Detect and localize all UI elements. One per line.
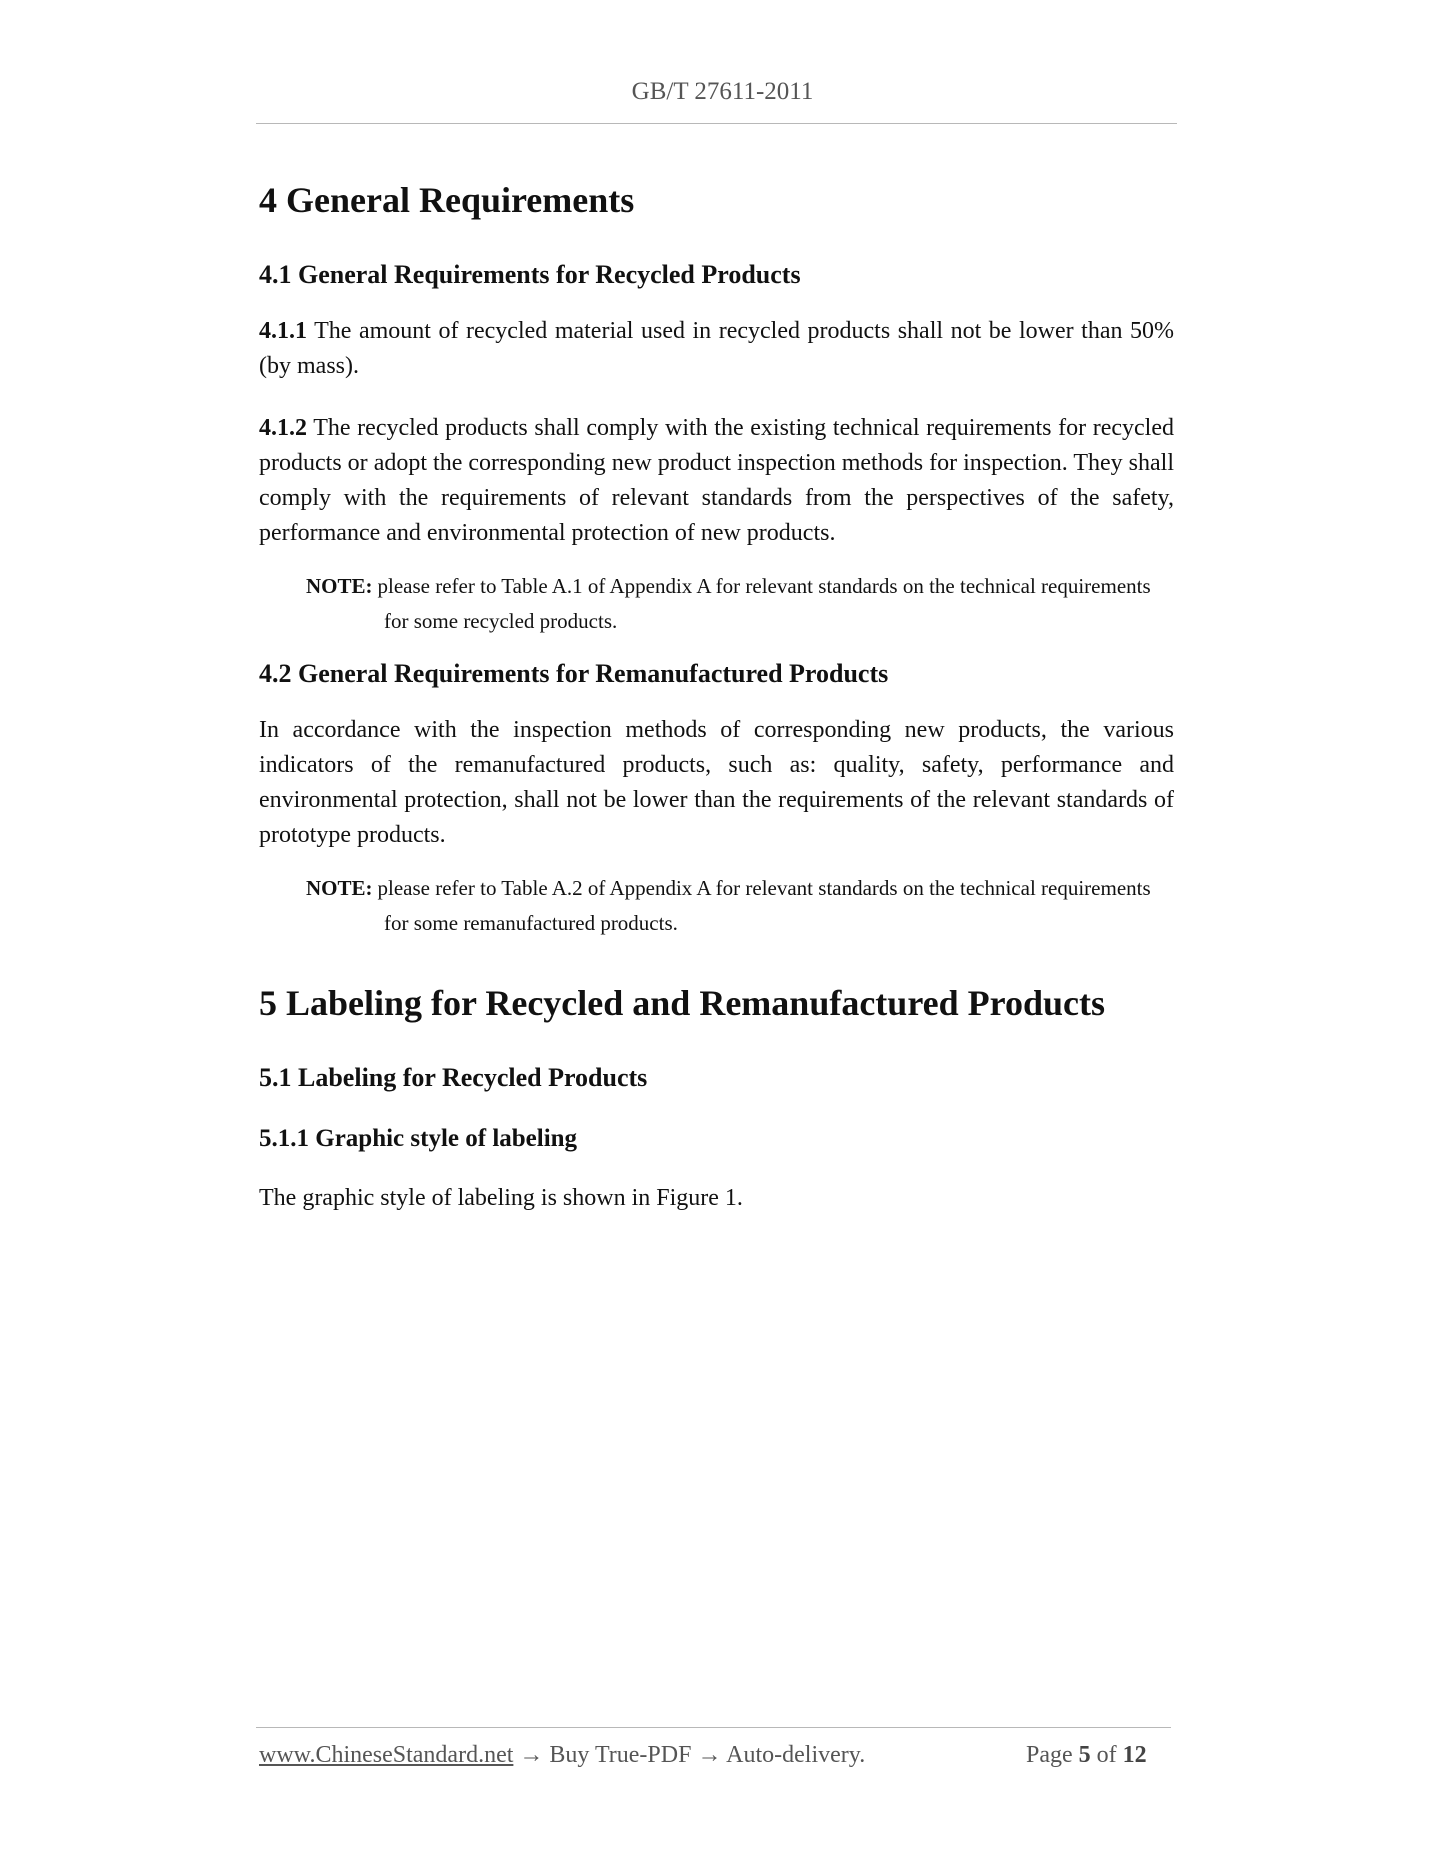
of-word: of (1096, 1742, 1117, 1768)
section-5-1-title: 5.1 Labeling for Recycled Products (259, 1063, 648, 1092)
note-2-label: NOTE: (306, 876, 373, 900)
note-1-text (378, 569, 1174, 604)
footer-promo (259, 1742, 865, 1769)
arrow-right-icon: → (691, 1742, 727, 1768)
clause-4-1-2 (259, 411, 1174, 551)
header-divider (256, 123, 1177, 124)
note-1 (259, 569, 1174, 604)
page-content (259, 180, 1174, 1216)
website-link[interactable]: www.ChineseStandard.net (259, 1742, 514, 1768)
section-4-title: 4 General Requirements (259, 180, 635, 220)
clause-4-1-1 (259, 314, 1174, 384)
footer-divider (256, 1727, 1171, 1728)
auto-delivery-text: Auto-delivery. (726, 1742, 866, 1768)
note-2 (259, 871, 1174, 906)
clause-4-1-2-text: The recycled products shall comply with the existing technical requirements for recycled products or adopt the corresponding new product inspection methods for inspection. They shall comply with the requirements of relevant standards from the perspectives of the safety, performance and environmental protection of new products. (259, 415, 1174, 546)
clause-4-1-1-number: 4.1.1 (259, 318, 307, 344)
note-2-text (378, 871, 1174, 906)
section-4-2-text: In accordance with the inspection methods of corresponding new products, the various indicators of the remanufactured products, such as: quality, safety, performance and environmental protection, shall not be lower than the requirements of the relevant standards of prototype products. (259, 717, 1174, 848)
section-4-2-title: 4.2 General Requirements for Remanufactured Products (259, 659, 889, 688)
section-5-1-1-title: 5.1.1 Graphic style of labeling (259, 1125, 578, 1152)
section-4-1-title: 4.1 General Requirements for Recycled Products (259, 260, 801, 289)
note-1-label: NOTE: (306, 574, 373, 598)
note-1-line-1: please refer to Table A.1 of Appendix A for relevant standards on the technical requirements (377, 574, 1151, 598)
buy-pdf-text: Buy True-PDF (549, 1742, 692, 1768)
note-2-line-1: please refer to Table A.2 of Appendix A for relevant standards on the technical requirements (377, 876, 1151, 900)
clause-4-1-2-number: 4.1.2 (259, 415, 307, 441)
current-page: 5 (1078, 1742, 1091, 1768)
arrow-right-icon: → (513, 1742, 550, 1768)
note-2-line-2: for some remanufactured products. (384, 911, 678, 935)
note-1-line-2: for some recycled products. (384, 609, 618, 633)
note-2-continued (259, 906, 1174, 941)
clause-4-1-1-text: The amount of recycled material used in recycled products shall not be lower than 50% (by mass). (259, 318, 1174, 379)
total-pages: 12 (1122, 1742, 1147, 1768)
note-1-continued (259, 604, 1174, 639)
section-5-1-1-text: The graphic style of labeling is shown in Figure 1. (259, 1185, 743, 1211)
page-word: Page (1026, 1742, 1073, 1768)
page-number (1026, 1742, 1147, 1769)
section-5-title: 5 Labeling for Recycled and Remanufactured Products (259, 983, 1105, 1023)
header-doc-id: GB/T 27611-2011 (631, 78, 814, 105)
